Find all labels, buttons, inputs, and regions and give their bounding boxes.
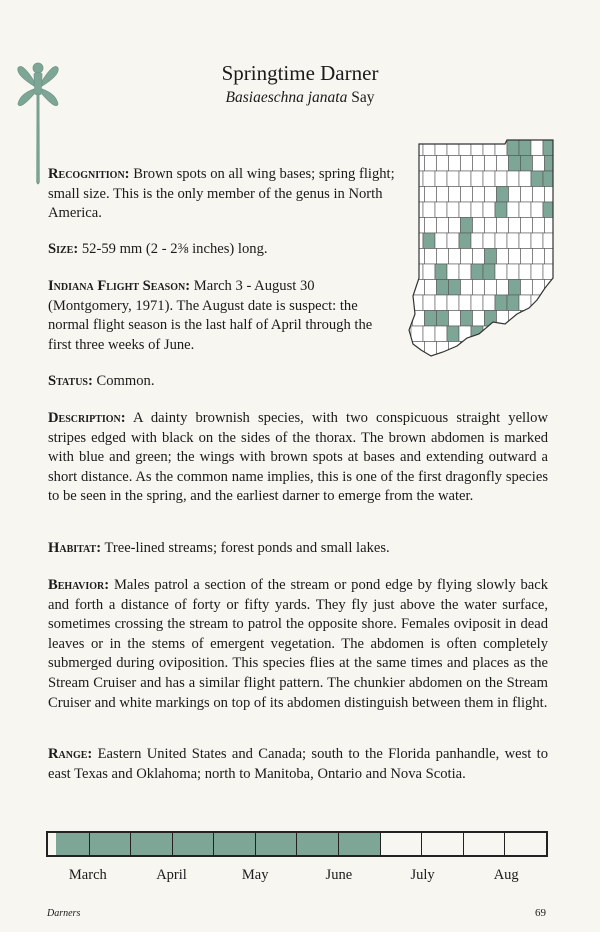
size-label: Size: bbox=[48, 241, 79, 257]
county-cell bbox=[519, 171, 531, 187]
month-label: April bbox=[156, 867, 187, 883]
flight-segment bbox=[339, 833, 381, 855]
county-cell bbox=[533, 156, 545, 172]
county-cell bbox=[473, 249, 485, 265]
authority: Say bbox=[351, 89, 375, 106]
behavior-text: Males patrol a section of the stream or pond edge by flying slowly back and forth a distance of forty or fifty yards. They fly just above the water surface, sometimes crossing the stream to patrol the opposite shore. Females oviposit in dead leaves or in the stems of emergent vegetation. The abdomen is often completely submerged during oviposition. This species flies at the same times and places as the Stream Cruiser and has a similar flight pattern. The chunkier abdomen on the Stream Cruiser and white markings on top of its abdomen distinguish between them in flight. bbox=[48, 577, 548, 711]
county-cell bbox=[449, 249, 461, 265]
county-cell bbox=[411, 140, 423, 156]
county-cell bbox=[543, 326, 555, 342]
county-cell bbox=[507, 140, 519, 156]
recognition-text: Brown spots on all wing bases; spring flight; small size. This is the only member of the genus in North America. bbox=[48, 166, 395, 222]
county-cell bbox=[483, 295, 495, 311]
county-cell bbox=[519, 326, 531, 342]
flight-segment bbox=[297, 833, 339, 855]
county-cell bbox=[473, 342, 485, 358]
county-cell bbox=[521, 187, 533, 203]
county-cell bbox=[425, 156, 437, 172]
county-cell bbox=[449, 280, 461, 296]
county-cell bbox=[521, 311, 533, 327]
scientific-name-line bbox=[0, 88, 600, 108]
county-cell bbox=[521, 342, 533, 358]
flight-segment bbox=[381, 833, 423, 855]
county-cell bbox=[425, 187, 437, 203]
size-paragraph bbox=[48, 240, 398, 260]
county-cell bbox=[495, 295, 507, 311]
county-cell bbox=[509, 342, 521, 358]
county-cell bbox=[497, 187, 509, 203]
county-cell bbox=[411, 326, 423, 342]
county-cell bbox=[449, 187, 461, 203]
flight-segment bbox=[173, 833, 215, 855]
county-cell bbox=[483, 171, 495, 187]
county-cell bbox=[447, 233, 459, 249]
county-cell bbox=[519, 264, 531, 280]
page-title: Springtime Darner bbox=[221, 61, 379, 85]
county-cell bbox=[533, 280, 545, 296]
flight-segment bbox=[256, 833, 298, 855]
county-cell bbox=[435, 326, 447, 342]
county-cell bbox=[447, 171, 459, 187]
county-cell bbox=[533, 311, 545, 327]
county-cell bbox=[473, 156, 485, 172]
behavior-paragraph bbox=[48, 576, 548, 713]
county-cell bbox=[435, 233, 447, 249]
county-cell bbox=[461, 342, 473, 358]
county-cell bbox=[531, 202, 543, 218]
county-cell bbox=[483, 140, 495, 156]
county-cell bbox=[519, 202, 531, 218]
flight-season-text: March 3 - August 30 (Montgomery, 1971). The August date is suspect: the normal flight season is the last half of April through the first three weeks of June. bbox=[48, 278, 373, 353]
county-cell bbox=[471, 233, 483, 249]
county-cell bbox=[411, 264, 423, 280]
county-cell bbox=[435, 202, 447, 218]
flight-segment bbox=[464, 833, 506, 855]
county-cell bbox=[507, 264, 519, 280]
county-cell bbox=[483, 264, 495, 280]
county-cell bbox=[497, 156, 509, 172]
county-cell bbox=[497, 342, 509, 358]
habitat-label: Habitat: bbox=[48, 540, 102, 556]
range-paragraph bbox=[48, 745, 548, 784]
flight-season-bar bbox=[46, 831, 548, 857]
county-cell bbox=[509, 218, 521, 234]
county-cell bbox=[435, 171, 447, 187]
recognition-paragraph bbox=[48, 165, 398, 224]
county-cell bbox=[521, 218, 533, 234]
county-cell bbox=[471, 171, 483, 187]
county-cell bbox=[447, 295, 459, 311]
size-text: 52-59 mm (2 - 2⅜ inches) long. bbox=[81, 241, 268, 257]
month-label: March bbox=[68, 867, 107, 883]
county-cell bbox=[425, 311, 437, 327]
county-cell bbox=[459, 202, 471, 218]
county-cell bbox=[485, 280, 497, 296]
county-cell bbox=[543, 295, 555, 311]
county-cell bbox=[509, 249, 521, 265]
county-cell bbox=[447, 326, 459, 342]
county-cell bbox=[437, 156, 449, 172]
county-cell bbox=[495, 264, 507, 280]
county-cell bbox=[545, 342, 556, 358]
county-cell bbox=[497, 249, 509, 265]
county-cell bbox=[531, 140, 543, 156]
county-cell bbox=[437, 218, 449, 234]
county-cell bbox=[495, 326, 507, 342]
county-cell bbox=[471, 140, 483, 156]
county-cell bbox=[423, 295, 435, 311]
county-cell bbox=[533, 218, 545, 234]
flight-segment bbox=[90, 833, 132, 855]
county-cell bbox=[507, 202, 519, 218]
county-cell bbox=[471, 202, 483, 218]
range-label: Range: bbox=[48, 746, 93, 762]
footer-section: Darners bbox=[47, 908, 81, 919]
county-cell bbox=[459, 140, 471, 156]
county-cell bbox=[495, 233, 507, 249]
county-cell bbox=[435, 264, 447, 280]
county-cell bbox=[459, 264, 471, 280]
month-label: May bbox=[241, 867, 269, 883]
county-cell bbox=[461, 280, 473, 296]
county-cell bbox=[545, 311, 556, 327]
county-cell bbox=[425, 249, 437, 265]
county-cell bbox=[473, 218, 485, 234]
status-label: Status: bbox=[48, 373, 93, 389]
habitat-paragraph bbox=[48, 539, 548, 559]
month-label: Aug bbox=[493, 867, 519, 883]
county-cell bbox=[449, 311, 461, 327]
county-cell bbox=[531, 326, 543, 342]
county-cell bbox=[461, 311, 473, 327]
flight-season-paragraph bbox=[48, 277, 398, 355]
status-paragraph bbox=[48, 372, 398, 392]
county-cell bbox=[447, 202, 459, 218]
flight-segment bbox=[505, 833, 546, 855]
county-cell bbox=[437, 187, 449, 203]
county-cell bbox=[411, 233, 423, 249]
county-cell bbox=[507, 233, 519, 249]
description-label: Description: bbox=[48, 410, 126, 426]
county-cell bbox=[459, 171, 471, 187]
county-cell bbox=[495, 202, 507, 218]
county-cell bbox=[531, 295, 543, 311]
species-header bbox=[0, 60, 600, 108]
flight-segment bbox=[422, 833, 464, 855]
county-cell bbox=[509, 280, 521, 296]
county-cell bbox=[437, 342, 449, 358]
county-cell bbox=[447, 264, 459, 280]
county-cell bbox=[461, 218, 473, 234]
description-paragraph bbox=[48, 409, 548, 507]
county-cell bbox=[485, 249, 497, 265]
county-cell bbox=[423, 264, 435, 280]
indiana-county-map bbox=[405, 138, 555, 360]
behavior-label: Behavior: bbox=[48, 577, 110, 593]
county-cell bbox=[531, 171, 543, 187]
county-cell bbox=[411, 202, 423, 218]
status-text: Common. bbox=[96, 373, 155, 389]
month-label: June bbox=[325, 867, 353, 883]
county-cell bbox=[485, 218, 497, 234]
county-cell bbox=[471, 326, 483, 342]
county-cell bbox=[435, 140, 447, 156]
county-cell bbox=[413, 342, 425, 358]
county-cell bbox=[423, 202, 435, 218]
county-cell bbox=[519, 140, 531, 156]
county-cell bbox=[473, 187, 485, 203]
county-cell bbox=[423, 171, 435, 187]
county-cell bbox=[437, 280, 449, 296]
county-cell bbox=[473, 280, 485, 296]
county-cell bbox=[459, 233, 471, 249]
flight-segment bbox=[214, 833, 256, 855]
habitat-text: Tree-lined streams; forest ponds and small lakes. bbox=[104, 540, 390, 556]
description-text: A dainty brownish species, with two conspicuous straight yellow stripes edged with black on the sides of the thorax. The brown abdomen is marked with blue and green; the wings with brown spots at bases and extending outward a short distance. As the common name implies, this is one of the first dragonfly species to be seen in the spring, and the earliest darner to emerge from the water. bbox=[48, 410, 549, 505]
range-text: Eastern United States and Canada; south to the Florida panhandle, west to east Texas and Oklahoma; north to Manitoba, Ontario and Nova Scotia. bbox=[48, 746, 548, 782]
county-cell bbox=[423, 233, 435, 249]
flight-segment bbox=[48, 833, 90, 855]
county-cell bbox=[533, 187, 545, 203]
county-cell bbox=[461, 187, 473, 203]
county-cell bbox=[531, 233, 543, 249]
county-cell bbox=[483, 202, 495, 218]
county-cell bbox=[519, 233, 531, 249]
county-cell bbox=[437, 249, 449, 265]
county-cell bbox=[461, 249, 473, 265]
county-cell bbox=[485, 187, 497, 203]
county-cell bbox=[461, 156, 473, 172]
county-cell bbox=[509, 187, 521, 203]
page-number: 69 bbox=[535, 907, 546, 919]
county-cell bbox=[423, 326, 435, 342]
flight-season-label: Indiana Flight Season: bbox=[48, 278, 191, 294]
county-cell bbox=[521, 280, 533, 296]
county-cell bbox=[425, 218, 437, 234]
county-cell bbox=[507, 295, 519, 311]
recognition-label: Recognition: bbox=[48, 166, 130, 182]
county-cell bbox=[507, 171, 519, 187]
county-cell bbox=[533, 342, 545, 358]
county-cell bbox=[531, 264, 543, 280]
county-cell bbox=[497, 280, 509, 296]
county-cell bbox=[425, 280, 437, 296]
county-cell bbox=[435, 295, 447, 311]
county-cell bbox=[521, 249, 533, 265]
month-labels bbox=[46, 867, 548, 884]
county-cell bbox=[449, 218, 461, 234]
flight-segment bbox=[131, 833, 173, 855]
county-cell bbox=[485, 342, 497, 358]
county-cell bbox=[471, 295, 483, 311]
county-cell bbox=[459, 295, 471, 311]
county-cell bbox=[449, 156, 461, 172]
county-cell bbox=[437, 311, 449, 327]
county-cell bbox=[521, 156, 533, 172]
county-cell bbox=[495, 171, 507, 187]
county-cell bbox=[473, 311, 485, 327]
county-cell bbox=[509, 156, 521, 172]
county-cell bbox=[471, 264, 483, 280]
county-cell bbox=[497, 218, 509, 234]
county-cell bbox=[533, 249, 545, 265]
county-cell bbox=[485, 156, 497, 172]
month-label: July bbox=[410, 867, 435, 883]
county-cell bbox=[411, 171, 423, 187]
county-cell bbox=[507, 326, 519, 342]
county-cell bbox=[423, 140, 435, 156]
county-cell bbox=[447, 140, 459, 156]
county-cell bbox=[483, 233, 495, 249]
scientific-name: Basiaeschna janata bbox=[225, 89, 348, 106]
